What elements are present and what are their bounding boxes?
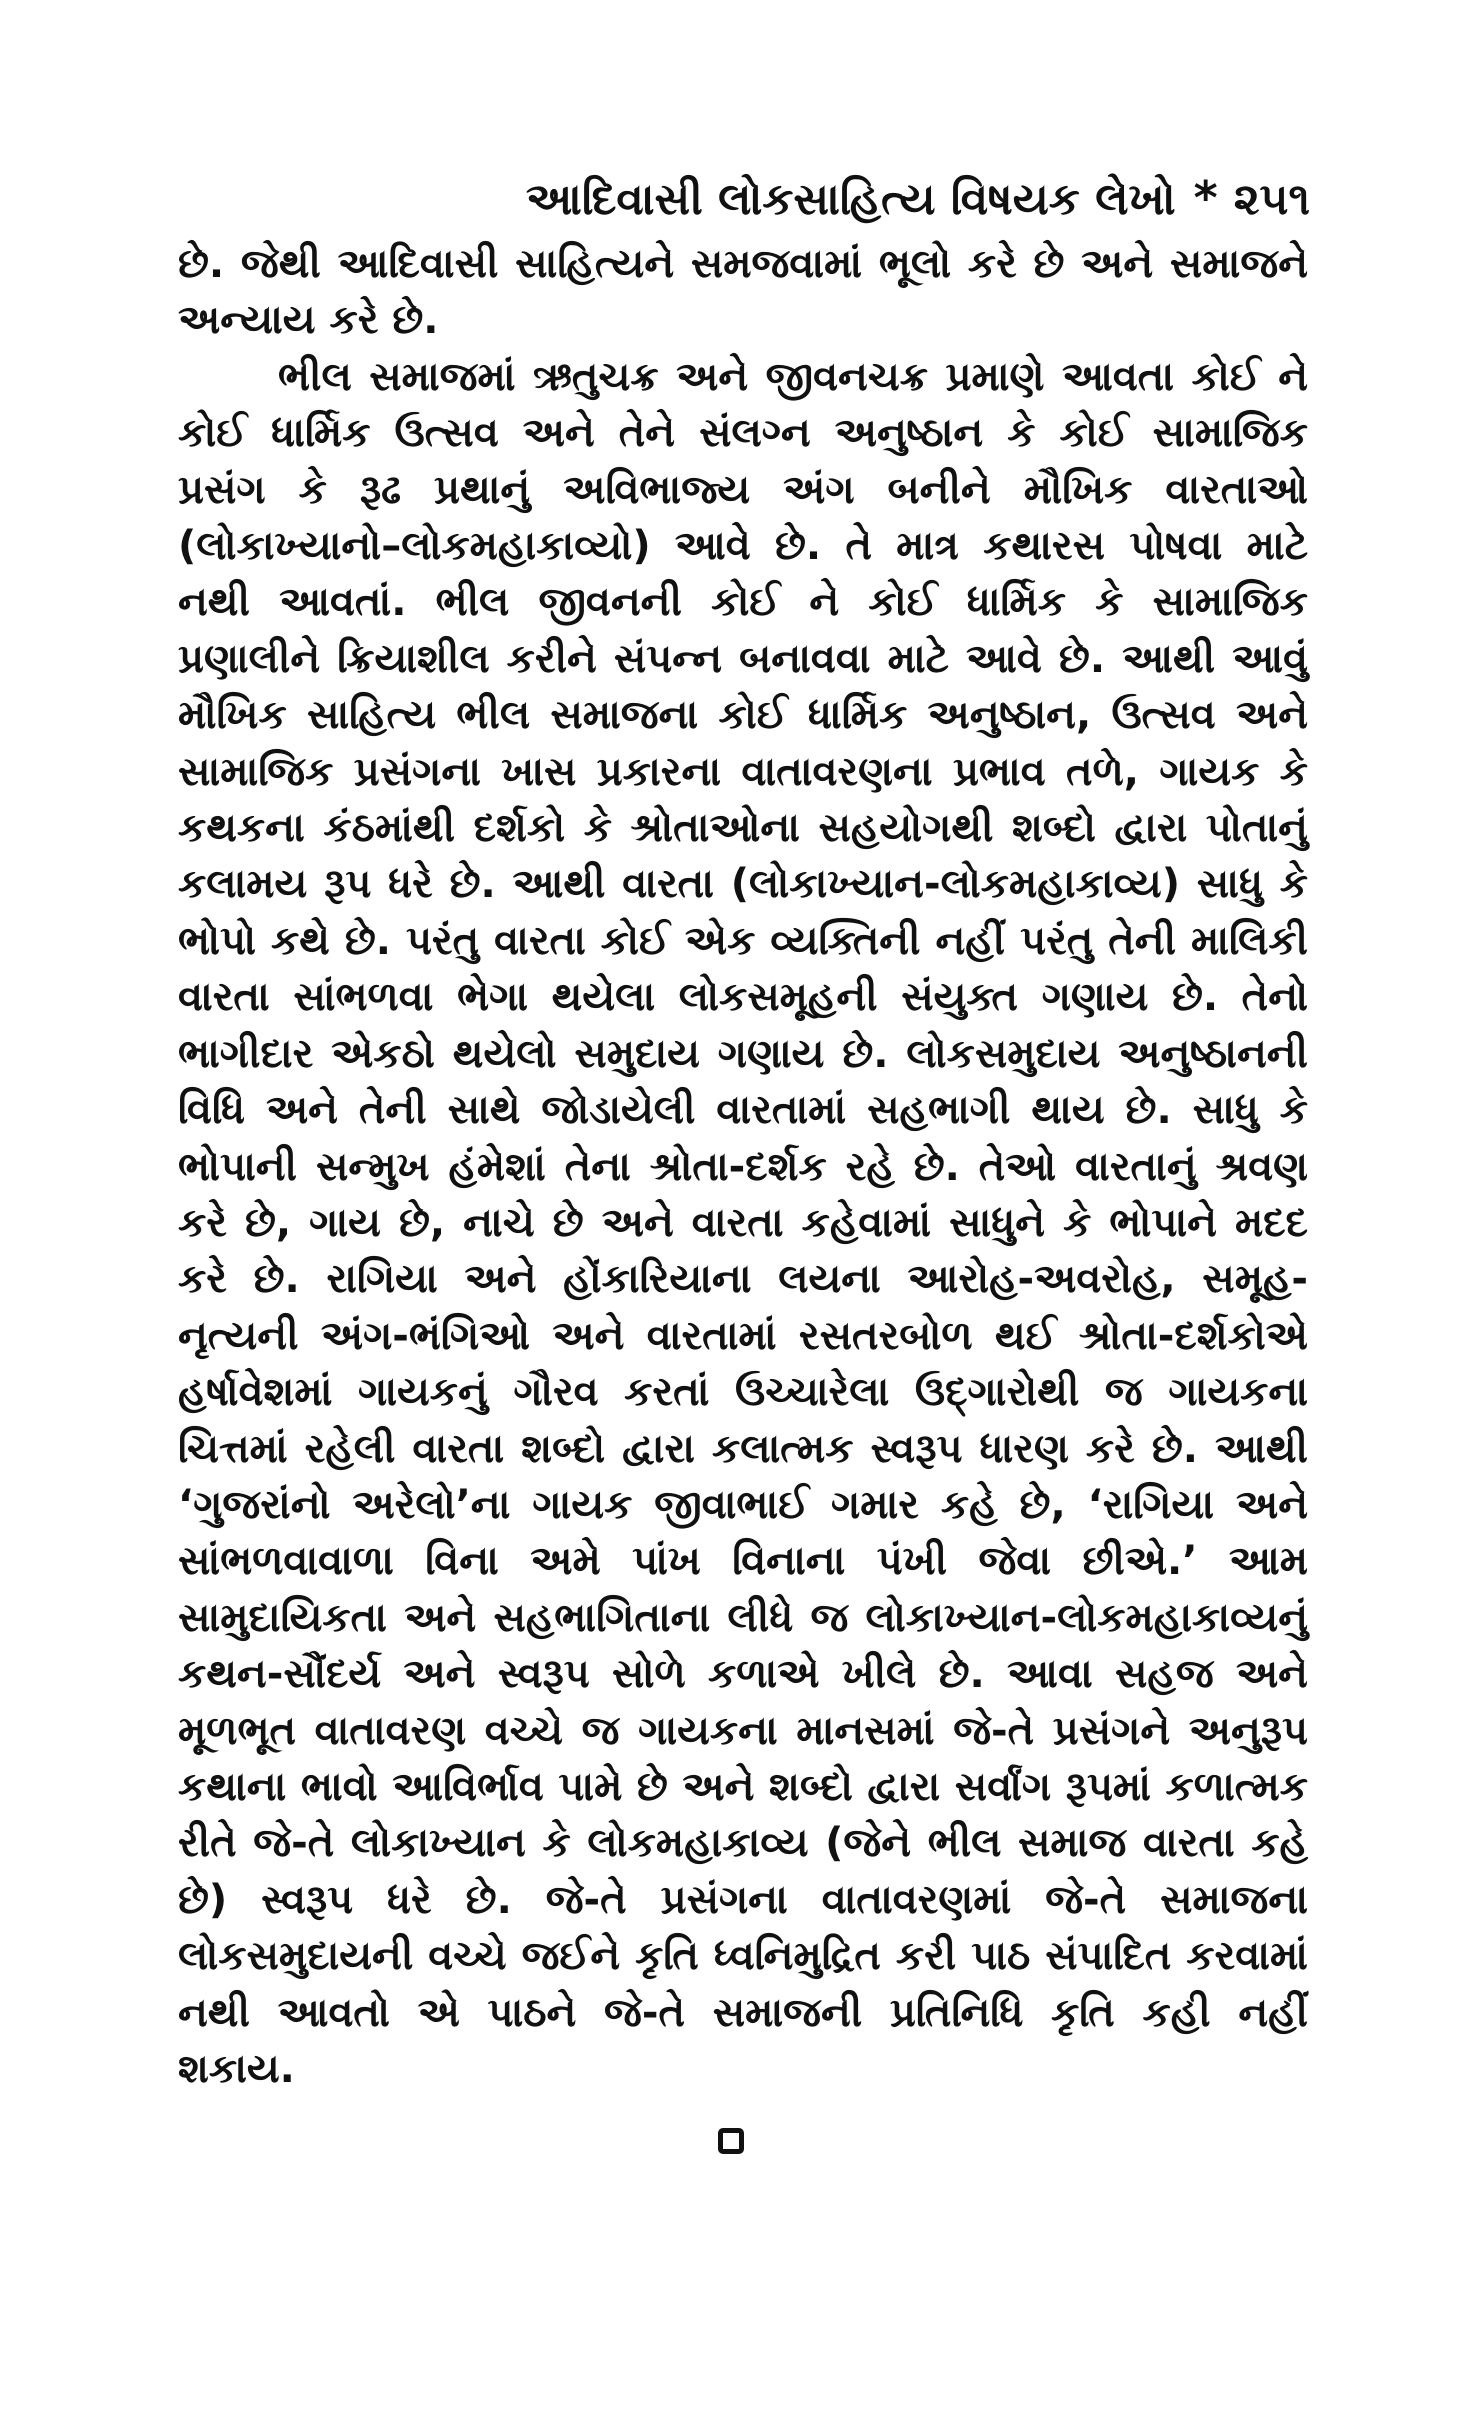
running-header xyxy=(500,168,1310,230)
paragraph-continued: છે. જેથી આદિવાસી સાહિત્યને સમજવામાં ભૂલો કરે છે અને સમાજને અન્યાય કરે છે. xyxy=(178,241,1308,344)
page-number: ૨૫૧ xyxy=(1233,174,1310,225)
running-title: આદિવાસી લોકસાહિત્ય વિષયક લેખો xyxy=(525,174,1176,225)
asterisk-separator-icon: * xyxy=(1193,171,1218,225)
body-text xyxy=(178,236,1308,2097)
paragraph-main: ભીલ સમાજમાં ઋતુચક્ર અને જીવનચક્ર પ્રમાણે આવતા કોઈ ને કોઈ ધાર્મિક ઉત્સવ અને તેને સંલગ્ન અનુષ્ઠાન કે કોઈ સામાજિક પ્રસંગ કે રૂઢ પ્રથાનું અવિભાજ્ય અંગ બનીને મૌખિક વારતાઓ (લોકાખ્યાનો–લોકમહાકાવ્યો) આવે છે. તે માત્ર કથારસ પોષવા માટે નથી આવતાં. ભીલ જીવનની કોઈ ને કોઈ ધાર્મિક કે સામાજિક પ્રણાલીને ક્રિયાશીલ કરીને સંપન્ન બનાવવા માટે આવે છે. આથી આવું મૌખિક સાહિત્ય ભીલ સમાજના કોઈ ધાર્મિક અનુષ્ઠાન, ઉત્સવ અને સામાજિક પ્રસંગના ખાસ પ્રકારના વાતાવરણના પ્રભાવ તળે, ગાયક કે કથકના કંઠમાંથી દર્શકો કે શ્રોતાઓના સહયોગથી શબ્દો દ્વારા પોતાનું કલામય રૂપ ધરે છે. આથી વારતા (લોકાખ્યાન-લોકમહાકાવ્ય) સાધુ કે ભોપો કથે છે. પરંતુ વારતા કોઈ એક વ્યક્તિની નહીં પરંતુ તેની માલિકી વારતા સાંભળવા ભેગા થયેલા લોકસમૂહની સંયુક્ત ગણાય છે. તેનો ભાગીદાર એકઠો થયેલો સમુદાય ગણાય છે. લોકસમુદાય અનુષ્ઠાનની વિધિ અને તેની સાથે જોડાયેલી વારતામાં સહભાગી થાય છે. સાધુ કે ભોપાની સન્મુખ હંમેશાં તેના શ્રોતા-દર્શક રહે છે. તેઓ વારતાનું શ્રવણ કરે છે, ગાય છે, નાચે છે અને વારતા કહેવામાં સાધુને કે ભોપાને મદદ કરે છે. રાગિયા અને હોંકારિયાના લયના આરોહ-અવરોહ, સમૂહ-નૃત્યની અંગ-ભંગિઓ અને વારતામાં રસતરબોળ થઈ શ્રોતા-દર્શકોએ હર્ષાવેશમાં ગાયકનું ગૌરવ કરતાં ઉચ્ચારેલા ઉદ્‌ગારોથી જ ગાયકના ચિત્તમાં રહેલી વારતા શબ્દો દ્વારા કલાત્મક સ્વરૂપ ધારણ કરે છે. આથી ‘ગુજરાંનો અરેલો’ના ગાયક જીવાભાઈ ગમાર કહે છે, ‘રાગિયા અને સાંભળવાવાળા વિના અમે પાંખ વિનાના પંખી જેવા છીએ.’ આમ સામુદાયિકતા અને સહભાગિતાના લીધે જ લોકાખ્યાન-લોકમહાકાવ્યનું કથન-સૌંદર્ય અને સ્વરૂપ સોળે કળાએ ખીલે છે. આવા સહજ અને મૂળભૂત વાતાવરણ વચ્ચે જ ગાયકના માનસમાં જે-તે પ્રસંગને અનુરૂપ કથાના ભાવો આવિર્ભાવ પામે છે અને શબ્દો દ્વારા સર્વાંગ રૂપમાં કળાત્મક રીતે જે-તે લોકાખ્યાન કે લોકમહાકાવ્ય (જેને ભીલ સમાજ વારતા કહે છે) સ્વરૂપ ધરે છે. જે-તે પ્રસંગના વાતાવરણમાં જે-તે સમાજના લોકસમુદાયની વચ્ચે જઈને કૃતિ ધ્વનિમુદ્રિત કરી પાઠ સંપાદિત કરવામાં નથી આવતો એ પાઠને જે-તે સમાજની પ્રતિનિધિ કૃતિ કહી નહીં શકાય. xyxy=(178,353,1308,2092)
end-of-section-square-icon xyxy=(718,2128,744,2154)
